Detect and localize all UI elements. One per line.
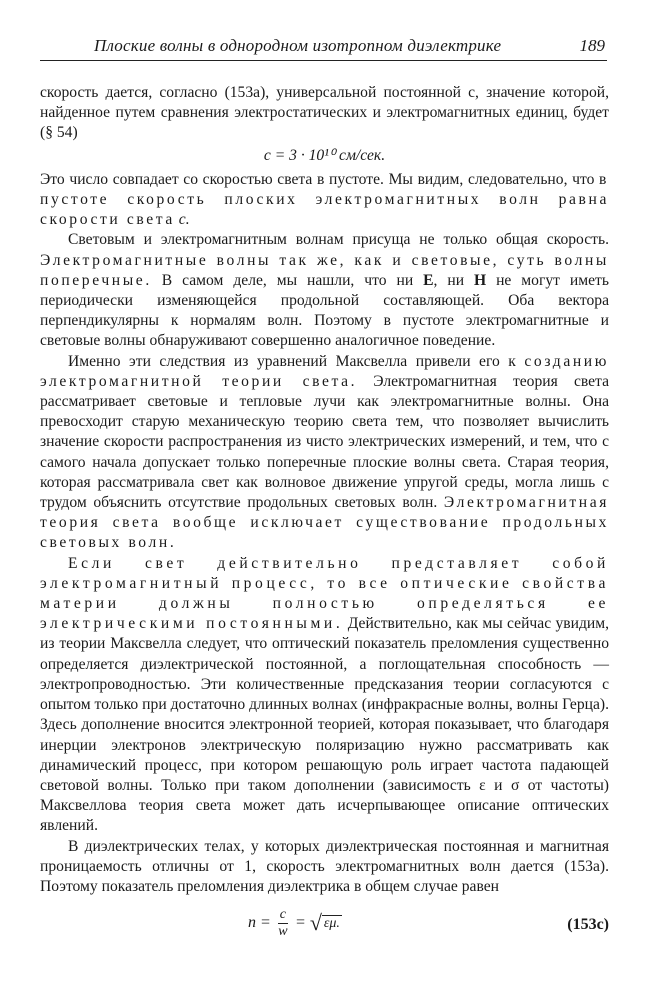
spaced-emphasis: Электромагнитные волны так же, как и световые, суть волны поперечные. bbox=[40, 251, 609, 289]
paragraph: скорость дается, согласно (153а), универсальной постоянной c, значение которой, найденное путем сравнения электростатических и электромагнитных единиц, будет (§ 54) bbox=[40, 84, 609, 142]
formula-refractive-index bbox=[40, 899, 609, 947]
header-title: Плоские волны в однородном изотропном диэлектрике bbox=[94, 36, 502, 55]
paragraph: Именно эти следствия из уравнений Максвелла привели его к созданию электромагнитной теории света. Электромагнитная теория света рассматривает световые и тепловые лучи как электромагнитные волны. Она превосходит старую механическую теорию света тем, что позволяет вычислить значение скорости распространения из чисто электрических измерений, и тем, что с самого начала допускает только поперечные плоские волны света. Старая теория, которая рассматривала свет как волновое движение упругой среды, могла лишь с трудом объяснить отсутствие продольных световых волн. Электромагнитная теория света вообще исключает существование продольных световых волн. bbox=[40, 352, 609, 552]
equation-tag: (153с) bbox=[567, 916, 609, 934]
page-number: 189 bbox=[579, 36, 605, 55]
fraction: $\frac{c}{w}$ bbox=[278, 907, 288, 940]
paragraph: Если свет действительно представляет собой электромагнитный процесс, то все оптические свойства материи должны полностью определяться ее электрическими постоянными. Действительно, как мы сейчас увидим, из теории Максвелла следует, что оптический показатель преломления существенно определяется диэлектрической постоянной, а поглощательная способность — электропроводностью. Эти количественные предсказания теории согласуются с опытом только при достаточно длинных волнах (инфракрасные волны, волны Герца). Здесь дополнение вносится электронной теорией, которая показывает, что благодаря инерции электронов электрическую поляризацию нужно рассматривать как динамический процесс, при котором решающую роль играет частота падающей световой волны. Только при таком дополнении (зависимость ε и σ от частоты) Максвеллова теория света может дать исчерпывающее описание оптических явлений. bbox=[40, 554, 609, 835]
vector-E: E bbox=[423, 271, 434, 289]
formula-body: n = $\frac{c}{w}$ = √ εμ. bbox=[248, 907, 340, 940]
spaced-emphasis: Электромагнитная теория света вообще исключает существование продольных световых волн. bbox=[40, 494, 609, 552]
sqrt-symbol: √ bbox=[309, 910, 322, 936]
page-body bbox=[40, 83, 609, 947]
running-header bbox=[40, 32, 607, 61]
spaced-emphasis: Если свет действительно представляет собой электромагнитный процесс, то все оптические свойства материи должны полностью определяться ее электрическими постоянными. bbox=[40, 554, 609, 633]
equation-speed-of-light: c = 3 · 10¹⁰ см/сек. bbox=[263, 146, 386, 164]
spaced-emphasis: в пустоте скорость плоских электромагнитных волн равна скорости света bbox=[40, 170, 609, 229]
vector-H: H bbox=[474, 271, 487, 289]
paragraph: В диэлектрических телах, у которых диэлектрическая постоянная и магнитная проницаемость отличны от 1, скорость электромагнитных волн дается (153а). Поэтому показатель преломления диэлектрика в общем случае равен bbox=[40, 837, 609, 895]
spaced-emphasis: созданию электромагнитной теории света. bbox=[40, 352, 609, 390]
paragraph: Световым и электромагнитным волнам присуща не только общая скорость. Электромагнитные волны так же, как и световые, суть волны поперечные. В самом деле, мы нашли, что ни E, ни H не могут иметь периодически изменяющейся продольной составляющей. Оба вектора перпендикулярны к нормалям волн. Поэтому в пустоте электромагнитные и световые волны обнаруживают совершенно аналогичное поведение. bbox=[40, 231, 609, 350]
paragraph: Это число совпадает со скоростью света в пустоте. Мы видим, следовательно, что в пустоте скорость плоских электромагнитных волн равна скорости света c. bbox=[40, 170, 609, 229]
